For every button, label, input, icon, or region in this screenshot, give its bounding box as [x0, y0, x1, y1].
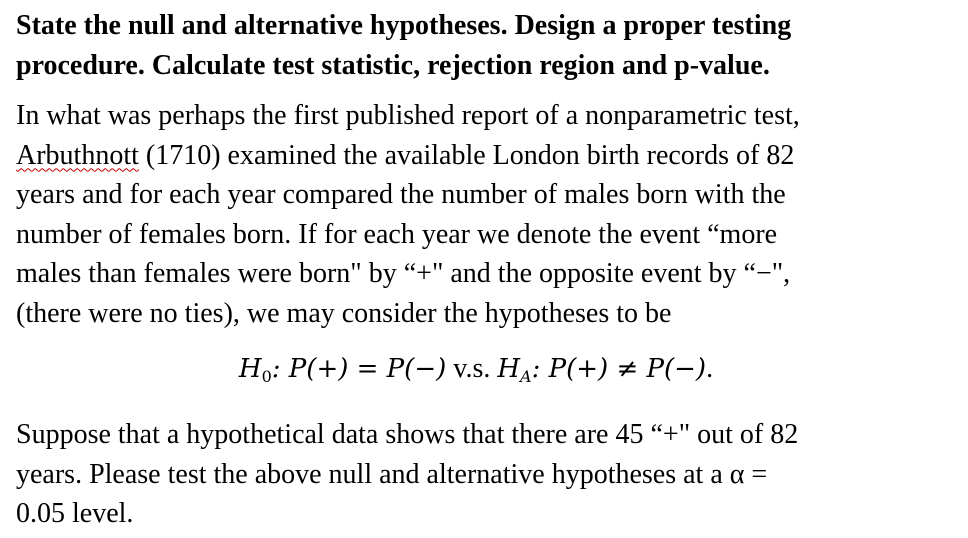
spellcheck-flagged-word[interactable]: Arbuthnott	[16, 139, 139, 171]
paragraph-1-line-1: In what was perhaps the first published report of a nonparametric test,	[16, 100, 800, 131]
problem-paragraph-1	[16, 96, 956, 333]
question-heading	[16, 6, 956, 86]
alternative-hypothesis-expression: : P(+) ≠ P(−)	[531, 354, 707, 384]
versus-text: v.s.	[446, 353, 498, 384]
paragraph-1-line-4: number of females born. If for each year we denote the event “more	[16, 218, 778, 250]
heading-line-2: procedure. Calculate test statistic, rejection region and p-value.	[16, 50, 770, 81]
paragraph-2-line-1: Suppose that a hypothetical data shows that there are 45 “+" out of 82	[16, 419, 799, 450]
hypotheses-equation	[16, 349, 956, 397]
null-hypothesis-subscript: 0	[261, 367, 272, 386]
paragraph-1-line-5: males than females were born" by “+" and the opposite event by “−",	[16, 258, 791, 289]
problem-paragraph-2	[16, 415, 956, 534]
alternative-hypothesis-symbol: H	[497, 354, 521, 384]
equation-period: .	[706, 353, 714, 384]
heading-line-1: State the null and alternative hypotheses. Design a proper testing	[16, 10, 792, 41]
paragraph-2-line-2: years. Please test the above null and alternative hypotheses at a α =	[16, 458, 768, 490]
paragraph-1-line-3: years and for each year compared the number of males born with the	[16, 179, 786, 210]
null-hypothesis-expression: : P(+) = P(−)	[271, 354, 447, 384]
paragraph-1-line-2-rest: examined the available London birth records of 82	[227, 139, 795, 171]
alternative-hypothesis-subscript: A	[520, 367, 532, 386]
paragraph-2-line-3: 0.05 level.	[16, 498, 134, 529]
null-hypothesis-symbol: H	[238, 354, 262, 384]
paragraph-1-line-2-year: (1710)	[138, 139, 228, 171]
paragraph-1-line-6: (there were no ties), we may consider the hypotheses to be	[16, 297, 672, 329]
paragraph-1-line-2	[16, 136, 956, 176]
